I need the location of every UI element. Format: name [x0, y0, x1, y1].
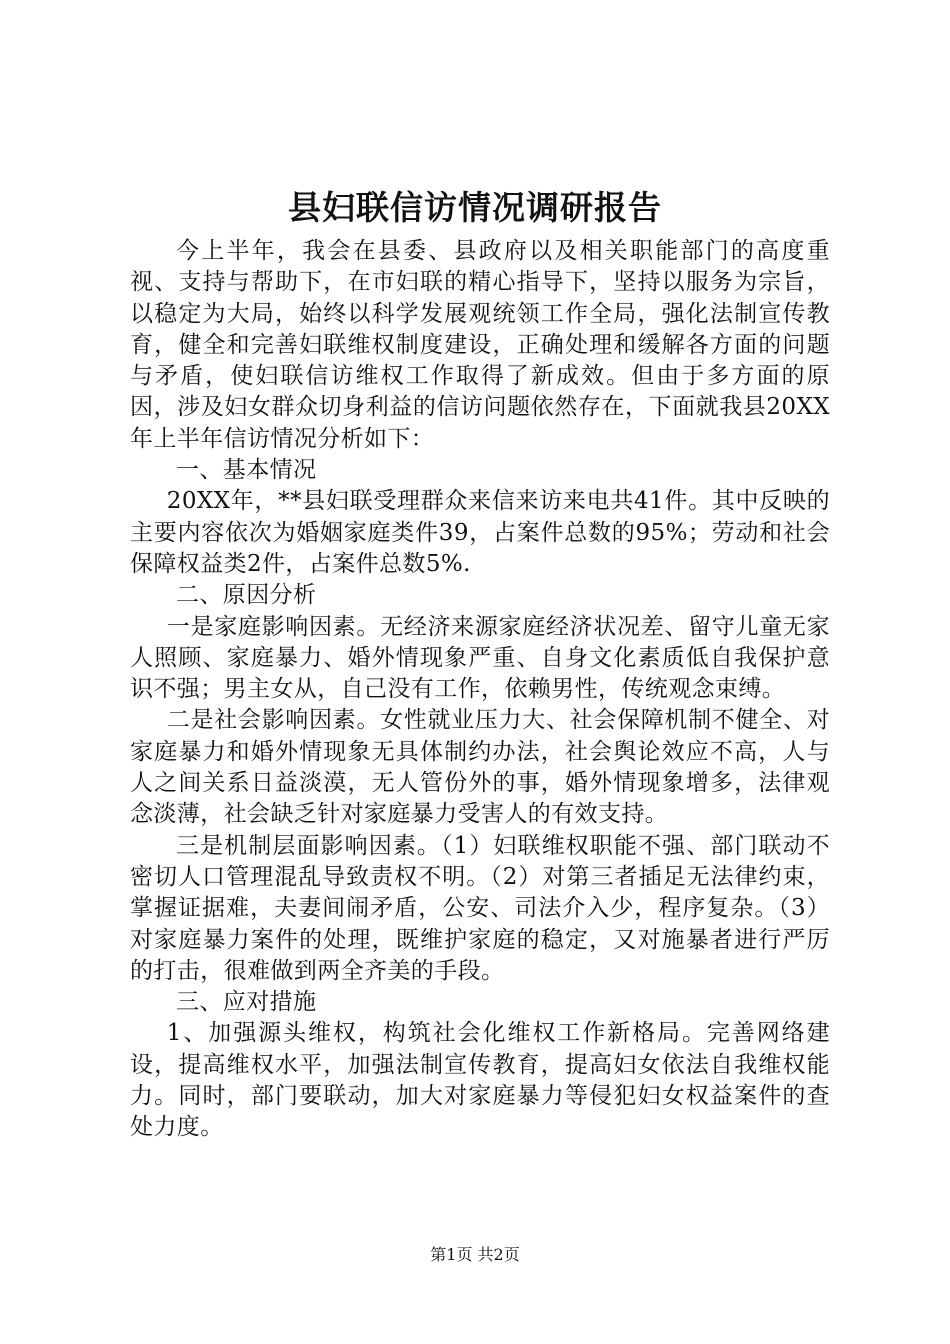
section-heading-basic: 一、基本情况 [176, 457, 317, 484]
document-title: 县妇联信访情况调研报告 [288, 188, 662, 227]
paragraph-basic-situation: 20XX年，**县妇联受理群众来信来访来电共41件。其中反映的主要内容依次为婚姻家庭类件39，占案件总数的95%；劳动和社会保障权益类2件，占案件总数5%. [130, 488, 830, 577]
paragraph-family-factors: 一是家庭影响因素。无经济来源家庭经济状况差、留守儿童无家人照顾、家庭暴力、婚外情现象严重、自身文化素质低自我保护意识不强；男主女从，自己没有工作，依赖男性，传统观念束缚。 [130, 613, 830, 703]
paragraph-measure-1: 1、加强源头维权，构筑社会化维权工作新格局。完善网络建设，提高维权水平，加强法制宣传教育，提高妇女依法自我维权能力。同时，部门要联动，加大对家庭暴力等侵犯妇女权益案件的查处力度。 [130, 1020, 830, 1141]
document-body [130, 236, 830, 1144]
paragraph-intro: 今上半年，我会在县委、县政府以及相关职能部门的高度重视、支持与帮助下，在市妇联的精心指导下，坚持以服务为宗旨，以稳定为大局，始终以科学发展观统领工作全局，强化法制宣传教育，健全和完善妇联维权制度建设，正确处理和缓解各方面的问题与矛盾，使妇联信访维权工作取得了新成效。但由于多方面的原因，涉及妇女群众切身利益的信访问题依然存在，下面就我县20XX年上半年信访情况分析如下： [130, 238, 830, 452]
paragraph-social-factors: 二是社会影响因素。女性就业压力大、社会保障机制不健全、对家庭暴力和婚外情现象无具体制约办法，社会舆论效应不高，人与人之间关系日益淡漠，无人管份外的事，婚外情现象增多，法律观念淡薄，社会缺乏针对家庭暴力受害人的有效支持。 [130, 707, 830, 828]
paragraph-mechanism-factors: 三是机制层面影响因素。（1）妇联维权职能不强、部门联动不密切人口管理混乱导致责权不明。（2）对第三者插足无法律约束，掌握证据难，夫妻间闹矛盾，公安、司法介入少，程序复杂。（3）对家庭暴力案件的处理，既维护家庭的稳定，又对施暴者进行严厉的打击，很难做到两全齐美的手段。 [130, 832, 830, 984]
section-heading-measures: 三、应对措施 [176, 989, 317, 1016]
section-heading-causes: 二、原因分析 [176, 582, 317, 609]
page-number-footer: 第1页 共2页 [430, 1245, 520, 1264]
